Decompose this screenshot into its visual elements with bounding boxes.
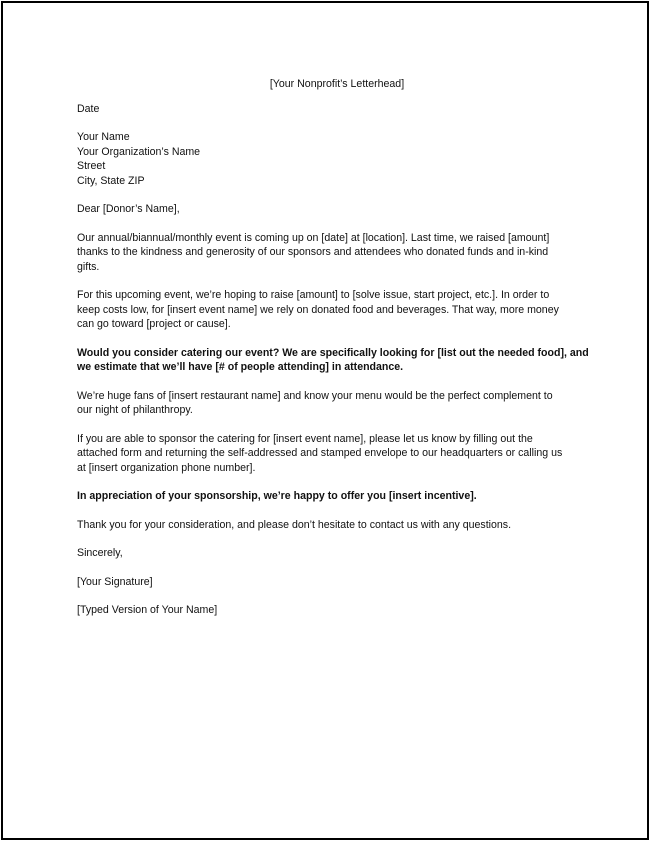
- letter-page: [1, 1, 649, 840]
- typed-name: [Typed Version of Your Name]: [77, 604, 218, 616]
- paragraph-line: thanks to the kindness and generosity of our sponsors and attendees who donated funds and in-kind: [77, 246, 549, 258]
- paragraph-line: We’re huge fans of [insert restaurant name] and know your menu would be the perfect complement to: [77, 389, 553, 402]
- paragraph-line: our night of philanthropy.: [77, 404, 193, 416]
- paragraph-line: keep costs low, for [insert event name] we rely on donated food and beverages. That way, more money: [77, 303, 559, 316]
- paragraph-line: attached form and returning the self-addressed and stamped envelope to our headquarters or calling us: [77, 447, 563, 459]
- paragraph-restaurant-praise: [77, 389, 587, 418]
- paragraph-line: at [insert organization phone number].: [77, 461, 256, 474]
- paragraph-line: Would you consider catering our event? We are specifically looking for [list out the needed food], and: [77, 346, 589, 359]
- sender-name: Your Name: [77, 131, 130, 143]
- paragraph-line: Our annual/biannual/monthly event is coming up on [date] at [location]. Last time, we raised [amount]: [77, 231, 550, 244]
- paragraph-catering-request: [77, 346, 587, 375]
- paragraph-line: In appreciation of your sponsorship, we’re happy to offer you [insert incentive].: [77, 490, 477, 502]
- signature: [Your Signature]: [77, 575, 153, 588]
- paragraph-line: Thank you for your consideration, and please don’t hesitate to contact us with any questions.: [77, 518, 512, 531]
- salutation: Dear [Donor’s Name],: [77, 203, 180, 215]
- letter-body: [77, 77, 587, 618]
- paragraph-line: can go toward [project or cause].: [77, 318, 231, 330]
- closing: Sincerely,: [77, 547, 123, 559]
- sender-organization: Your Organization’s Name: [77, 145, 201, 158]
- paragraph-incentive: [77, 489, 587, 504]
- paragraph-line: For this upcoming event, we’re hoping to raise [amount] to [solve issue, start project, etc.]. In order to: [77, 289, 550, 301]
- paragraph-line: we estimate that we’ll have [# of people attending] in attendance.: [77, 361, 404, 373]
- sender-address: [77, 130, 587, 188]
- paragraph-line: gifts.: [77, 260, 100, 273]
- letterhead: [Your Nonprofit’s Letterhead]: [269, 78, 405, 90]
- sender-street: Street: [77, 160, 106, 172]
- sender-city-state-zip: City, State ZIP: [77, 174, 145, 187]
- paragraph-response-instructions: [77, 432, 587, 476]
- letter-date: Date: [77, 102, 100, 115]
- paragraph-line: If you are able to sponsor the catering for [insert event name], please let us know by filling out the: [77, 432, 533, 445]
- paragraph-event-intro: [77, 231, 587, 275]
- paragraph-thanks: [77, 518, 587, 533]
- paragraph-fundraising-goal: [77, 288, 587, 332]
